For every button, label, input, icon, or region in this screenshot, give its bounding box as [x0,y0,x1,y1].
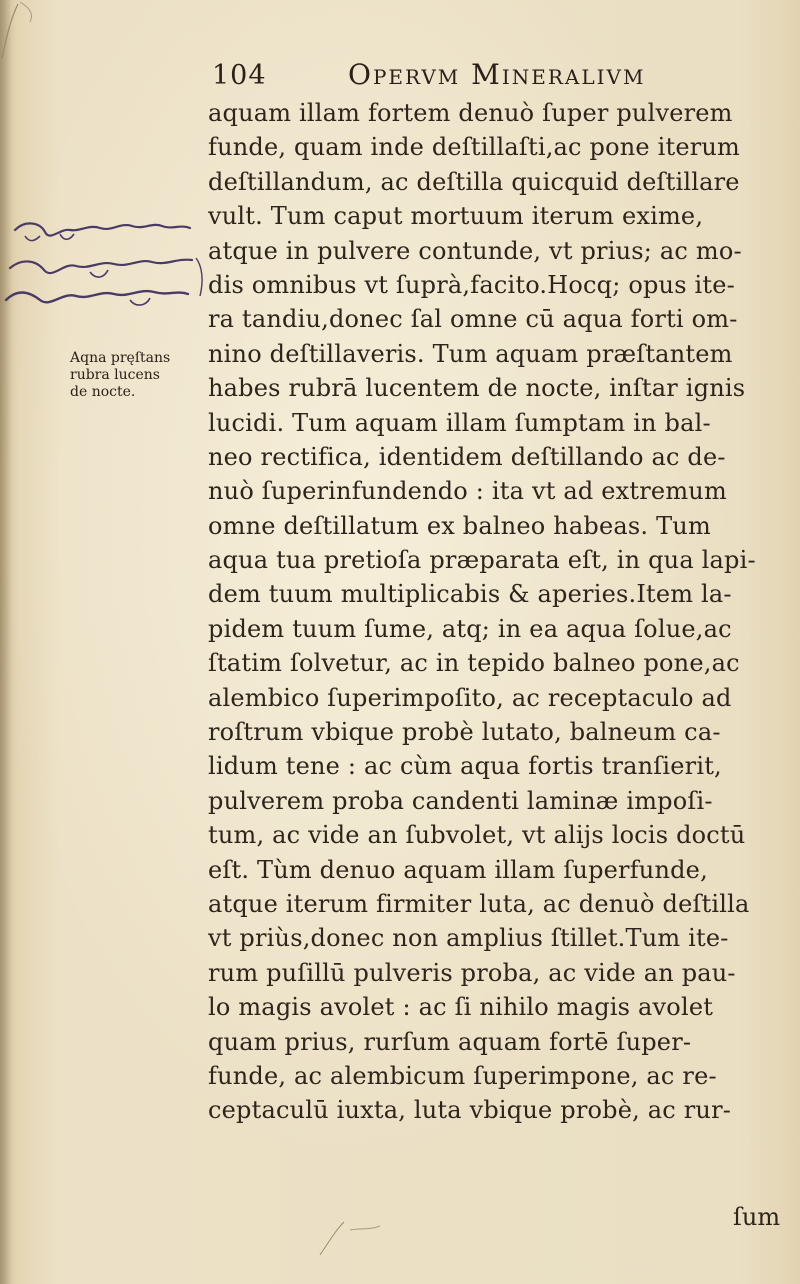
handwritten-annotation [0,200,210,320]
text-line: omne deſtillatum ex balneo habeas. Tum [208,511,711,540]
body-text [208,96,792,1128]
margin-note-line: de nocte. [70,384,136,400]
text-line: dem tuum multiplicabis & aperies.Item la- [208,580,732,609]
text-line: pidem tuum ſume, atq; in ea aqua ſolue,ac [208,614,732,643]
page-header [208,55,688,95]
text-line: funde, ac alembicum ſuperimpone, ac re- [208,1061,717,1090]
text-line: eſt. Tùm denuo aquam illam ſuperfunde, [208,855,708,884]
margin-note [70,350,205,401]
text-line: atque iterum firmiter luta, ac denuò deſtilla [208,889,750,918]
margin-note-line: Aqna pręſtans [70,350,171,366]
text-line: deſtillandum, ac deſtilla quicquid deſtillare [208,167,740,196]
page-number: 104 [212,60,267,91]
text-line: aquam illam fortem denuò ſuper pulverem [208,99,733,127]
text-line: roſtrum vbique probè lutato, balneum ca- [208,718,721,747]
text-line: atque in pulvere contunde, vt prius; ac mo- [208,236,742,265]
text-line: ra tandiu,donec ſal omne cū aqua forti om- [208,305,738,334]
corner-pencil-mark [0,0,70,60]
text-line: neo rectifica, identidem deſtillando ac de- [208,442,726,471]
text-line: lucidi. Tum aquam illam ſumptam in bal- [208,408,711,437]
text-line: funde, quam inde deſtillaſti,ac pone iterum [208,133,741,162]
text-line: ſtatim ſolvetur, ac in tepido balneo pone,ac [208,649,740,678]
text-line: rum puſillū pulveris proba, ac vide an pau- [208,958,736,987]
text-line: habes rubrā lucentem de nocte, inſtar ignis [208,374,746,403]
bottom-pencil-mark [300,1200,420,1260]
catchword: ſum [733,1203,781,1231]
text-line: pulverem proba candenti laminæ impoſi- [208,786,713,815]
margin-note-line: rubra lucens [70,367,160,383]
running-title: Opervm Mineralivm [348,58,646,91]
text-line: vt priùs,donec non amplius ſtillet.Tum ite- [208,924,729,953]
text-line: alembico ſuperimpoſito, ac receptaculo ad [208,683,732,712]
text-line: lo magis avolet : ac ſi nihilo magis avolet [208,993,714,1022]
text-line: vult. Tum caput mortuum iterum exime, [208,202,704,231]
text-line: nino deſtillaveris. Tum aquam præſtantem [208,339,733,368]
binding-shadow [0,0,12,1284]
text-line: lidum tene : ac cùm aqua fortis tranſierit, [208,752,722,781]
text-line: quam prius, rurſum aquam fortē ſuper- [208,1027,692,1056]
text-line: dis omnibus vt ſuprà,facito.Hocq; opus ite- [208,270,735,299]
text-line: aqua tua pretioſa præparata eſt, in qua lapi- [208,546,756,575]
text-line: ceptaculū iuxta, luta vbique probè, ac rur- [208,1096,732,1125]
text-line: tum, ac vide an ſubvolet, vt alijs locis doctū [208,821,746,850]
text-line: nuò ſuperinfundendo : ita vt ad extremum [208,477,727,506]
